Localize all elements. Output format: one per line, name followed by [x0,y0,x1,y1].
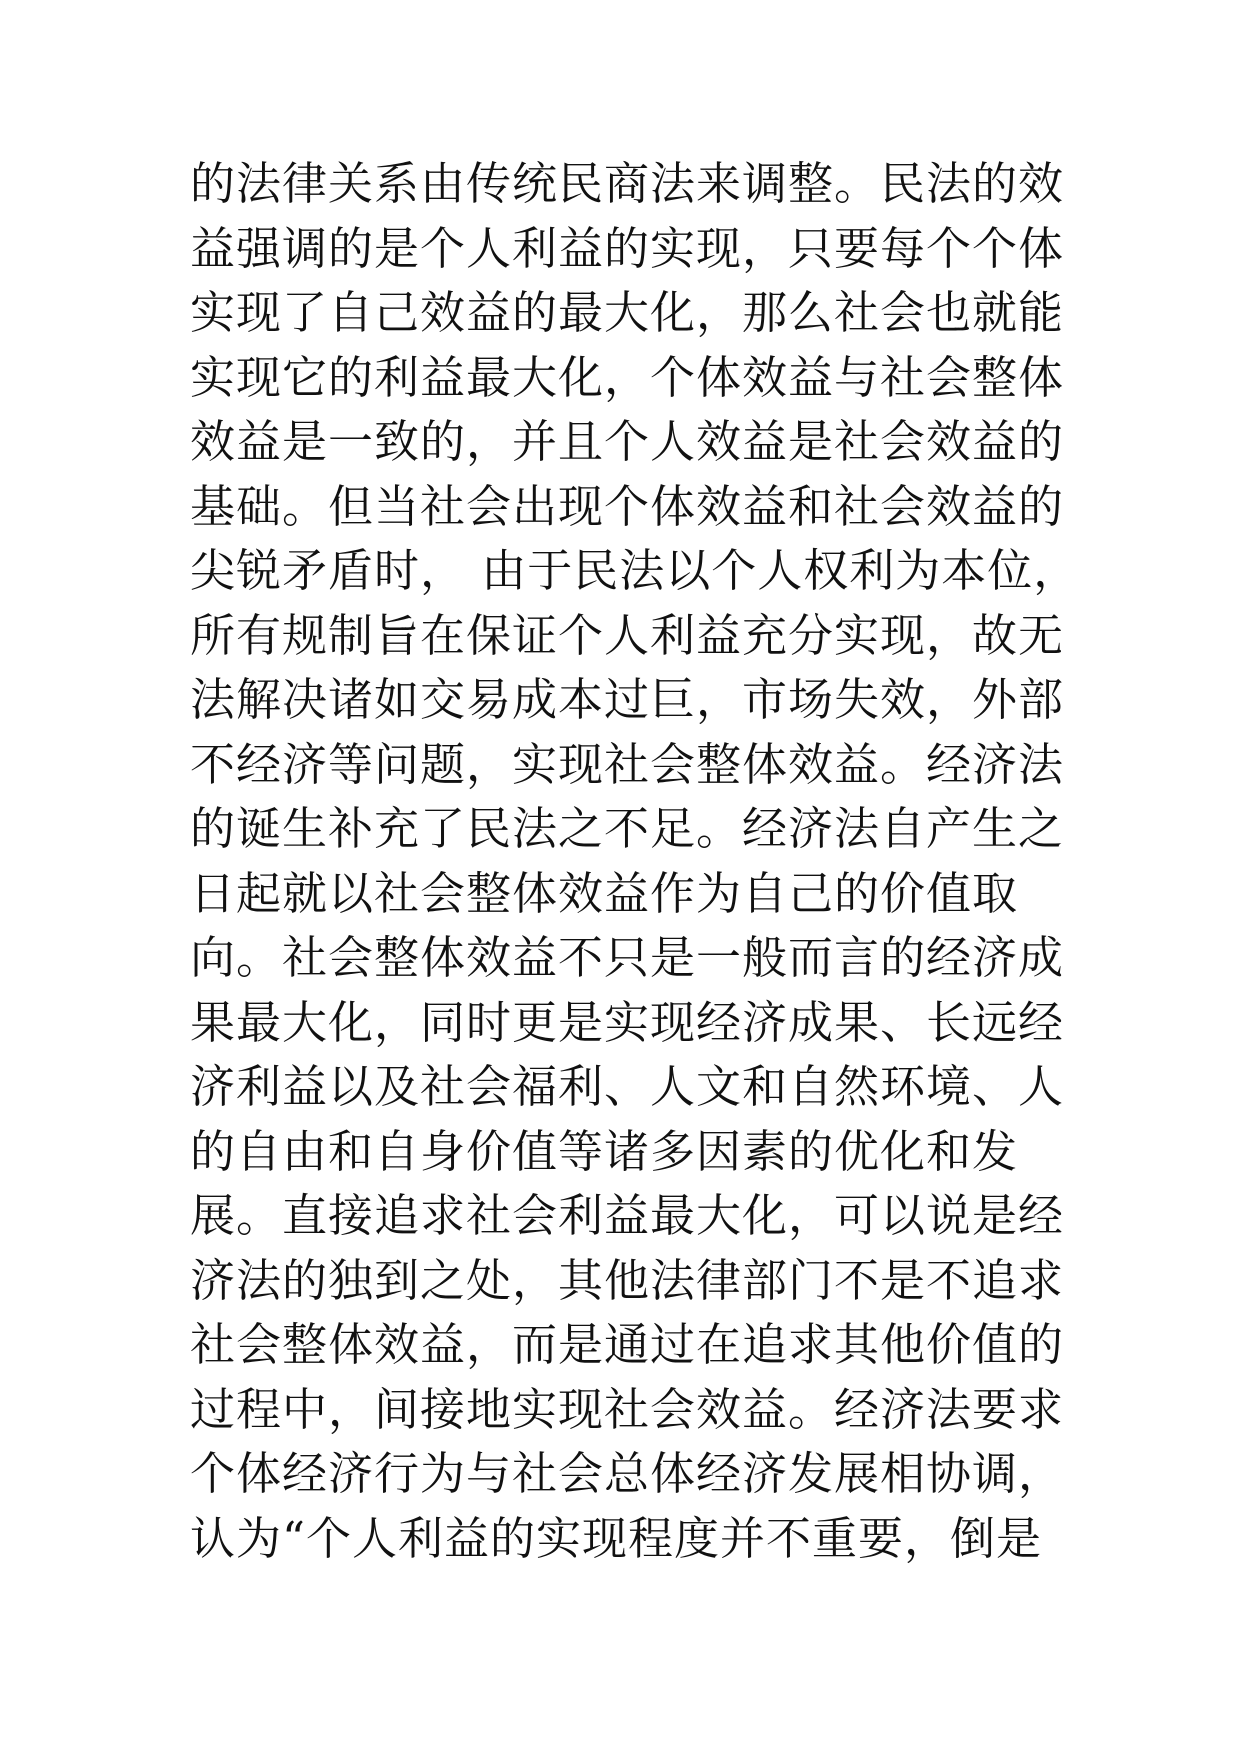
text-line: 济利益以及社会福利、人文和自然环境、人 [190,1060,1065,1113]
text-line: 法解决诸如交易成本过巨，市场失效，外部 [190,673,1065,726]
text-line: 果最大化，同时更是实现经济成果、长远经 [190,995,1065,1049]
text-line: 的自由和自身价值等诸多因素的优化和发 [190,1124,1019,1178]
text-line: 展。直接追求社会利益最大化，可以说是经 [190,1189,1065,1242]
text-line: 的法律关系由传统民商法来调整。民法的效 [190,157,1065,210]
text-line: 实现了自己效益的最大化，那么社会也就能 [190,286,1065,339]
body-text [190,152,1090,1571]
text-line: 济法的独到之处，其他法律部门不是不追求 [190,1253,1065,1307]
text-line: 基础。但当社会出现个体效益和社会效益的 [190,479,1065,533]
text-line: 认为“个人利益的实现程度并不重要，倒是 [190,1511,1043,1565]
text-line: 不经济等问题，实现社会整体效益。经济法 [190,737,1065,791]
text-line: 所有规制旨在保证个人利益充分实现，故无 [190,608,1065,662]
text-line: 过程中，间接地实现社会效益。经济法要求 [190,1382,1065,1436]
text-line: 益强调的是个人利益的实现，只要每个个体 [190,221,1065,275]
text-line: 的诞生补充了民法之不足。经济法自产生之 [190,802,1065,855]
text-line: 尖锐矛盾时， 由于民法以个人权利为本位， [190,544,1080,597]
text-line: 日起就以社会整体效益作为自己的价值取 [190,866,1019,920]
text-line: 实现它的利益最大化，个体效益与社会整体 [190,350,1065,404]
text-line: 社会整体效益，而是通过在追求其他价值的 [190,1318,1065,1371]
text-line: 向。社会整体效益不只是一般而言的经济成 [190,931,1065,984]
text-line: 效益是一致的，并且个人效益是社会效益的 [190,415,1065,468]
text-line: 个体经济行为与社会总体经济发展相协调， [190,1447,1065,1500]
